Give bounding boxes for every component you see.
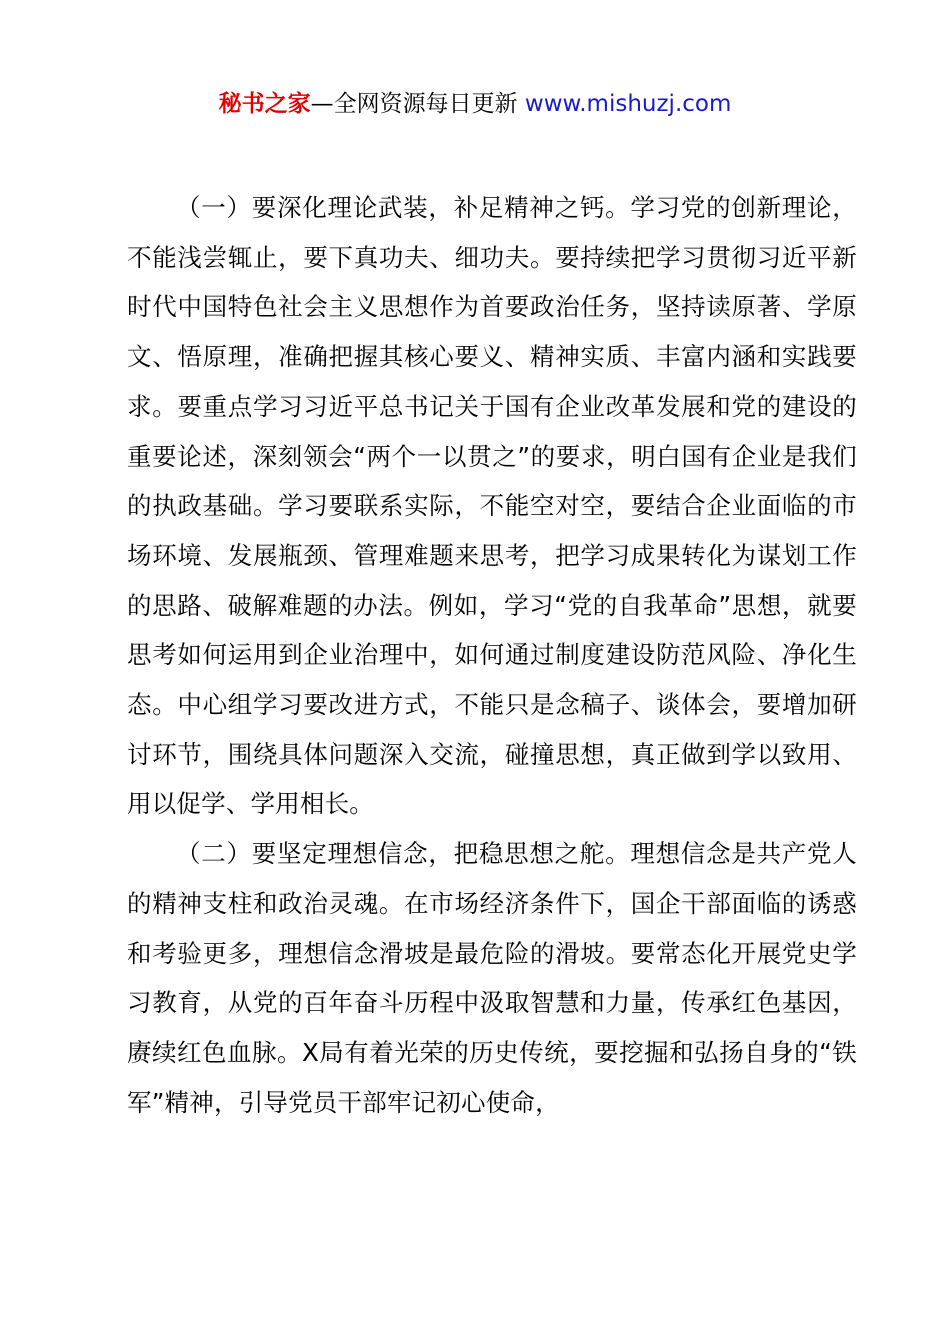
site-url-link[interactable]: www.mishuzj.com — [524, 91, 732, 117]
site-brand: 秘书之家 — [218, 91, 311, 117]
paragraph-1: （一）要深化理论武装，补足精神之钙。学习党的创新理论，不能浅尝辄止，要下真功夫、细功夫。要持续把学习贯彻习近平新时代中国特色社会主义思想作为首要政治任务，坚持读原著、学原文、悟原理，准确把握其核心要义、精神实质、丰富内涵和实践要求。要重点学习习近平总书记关于国有企业改革发展和党的建设的重要论述，深刻领会“两个一以贯之”的要求，明白国有企业是我们的执政基础。学习要联系实际，不能空对空，要结合企业面临的市场环境、发展瓶颈、管理难题来思考，把学习成果转化为谋划工作的思路、破解难题的办法。例如，学习“党的自我革命”思想，就要思考如何运用到企业治理中，如何通过制度建设防范风险、净化生态。中心组学习要改进方式，不能只是念稿子、谈体会，要增加研讨环节，围绕具体问题深入交流，碰撞思想，真正做到学以致用、用以促学、学用相长。 — [127, 193, 857, 819]
site-header — [0, 87, 950, 121]
site-tagline: —全网资源每日更新 — [310, 91, 525, 117]
paragraph-2: （二）要坚定理想信念，把稳思想之舵。理想信念是共产党人的精神支柱和政治灵魂。在市场经济条件下，国企干部面临的诱惑和考验更多，理想信念滑坡是最危险的滑坡。要常态化开展党史学习教育，从党的百年奋斗历程中汲取智慧和力量，传承红色基因，赓续红色血脉。X局有着光荣的历史传统，要挖掘和弘扬自身的“铁军”精神，引导党员干部牢记初心使命， — [127, 839, 857, 1117]
document-body — [127, 183, 857, 1127]
